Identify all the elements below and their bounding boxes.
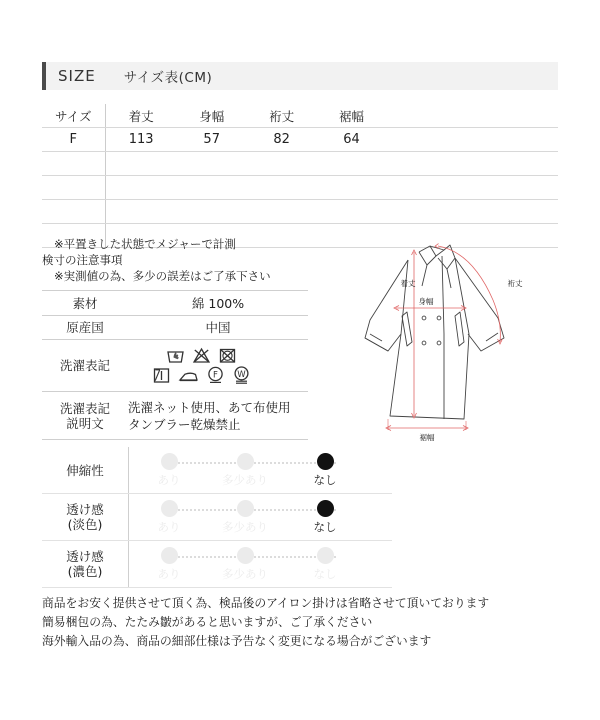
spec-label-care: 洗濯表記: [59, 358, 110, 373]
column-header-size: サイズ: [42, 104, 105, 128]
rating-option-label: あり: [157, 566, 181, 581]
rating-option-tashou-ari[interactable]: [215, 453, 275, 488]
table-row-empty: [42, 176, 558, 200]
table-row-empty: [42, 152, 558, 176]
size-table: [42, 104, 558, 248]
care-note-label-line-2: 説明文: [66, 415, 104, 431]
diagram-label-hem: 裾幅: [419, 433, 435, 442]
rating-option-tashou-ari[interactable]: [215, 500, 275, 535]
column-header-width: 身幅: [177, 104, 247, 128]
rating-option-label: 多少あり: [222, 566, 268, 581]
measuring-note-line-2: 検寸の注意事項: [42, 253, 123, 267]
table-header-row: [42, 104, 558, 128]
rating-dot: [237, 500, 254, 517]
rating-option-ari[interactable]: [139, 453, 199, 488]
rating-row-stretch: [42, 447, 392, 494]
rating-option-label: あり: [157, 472, 181, 487]
spec-value-origin: 中国: [205, 320, 231, 335]
rating-dot-selected: [317, 453, 334, 470]
disclaimer: [42, 594, 562, 651]
header-accent-bar: [42, 62, 46, 90]
garment-diagram: [352, 238, 560, 443]
care-note-label-line-1: 洗濯表記: [59, 400, 110, 416]
rating-label-line-2: (淡色): [67, 517, 103, 532]
rating-label-sheerness-light: [42, 494, 129, 540]
rating-option-ari[interactable]: [139, 547, 199, 582]
rating-option-label: なし: [313, 519, 337, 534]
rating-option-label: 多少あり: [222, 519, 268, 534]
diagram-label-width: 身幅: [418, 297, 434, 306]
table-row-empty: [42, 200, 558, 224]
svg-text:F: F: [212, 370, 218, 381]
measuring-notes: [42, 236, 308, 291]
rating-label-stretch: [42, 447, 129, 493]
rating-option-nashi[interactable]: [295, 500, 355, 535]
svg-text:W: W: [236, 369, 246, 380]
table-row: [42, 128, 558, 152]
cell-sleeve: 82: [247, 128, 317, 152]
rating-option-label: なし: [313, 472, 337, 487]
rating-option-ari[interactable]: [139, 500, 199, 535]
rating-row-sheerness-light: [42, 494, 392, 541]
no-tumble-dry-icon: [218, 347, 237, 364]
hand-wash-tub-icon: [166, 347, 185, 364]
size-badge: SIZE: [58, 67, 96, 85]
rating-option-nashi[interactable]: [295, 453, 355, 488]
rating-dot-selected: [317, 500, 334, 517]
rating-dot: [317, 547, 334, 564]
rating-option-label: あり: [157, 519, 181, 534]
spec-label-care-note: [42, 401, 128, 431]
rating-label-sheerness-dark: [42, 541, 129, 587]
rating-option-label: 多少あり: [222, 472, 268, 487]
care-symbol-group: [128, 347, 308, 384]
rating-dot: [161, 547, 178, 564]
rating-option-nashi[interactable]: [295, 547, 355, 582]
rating-dot: [237, 453, 254, 470]
spec-label-origin: 原産国: [66, 320, 104, 335]
care-note-line-1: 洗濯ネット使用、あて布使用: [128, 399, 291, 415]
size-header: [42, 62, 558, 90]
cell-hem: 64: [317, 128, 387, 152]
column-header-spacer: [386, 104, 558, 128]
rating-label-line-2: (濃色): [67, 564, 103, 579]
cell-spacer: [386, 128, 558, 152]
care-symbol-row-2: [152, 366, 251, 384]
line-dry-in-shade-icon: [152, 367, 171, 384]
spec-value-care-note: [128, 399, 308, 433]
disclaimer-line-1: 商品をお安く提供させて頂く為、検品後のアイロン掛けは省略させて頂いております: [42, 596, 490, 610]
rating-scale-sheerness-light: [147, 494, 392, 541]
cell-width: 57: [177, 128, 247, 152]
diagram-label-sleeve: 裄丈: [507, 279, 523, 288]
diagram-label-length: 着丈: [400, 279, 416, 288]
rating-option-tashou-ari[interactable]: [215, 547, 275, 582]
rating-scale-sheerness-dark: [147, 541, 392, 588]
rating-label-line-1: 透け感: [66, 502, 104, 517]
rating-scale-stretch: [147, 447, 392, 494]
cell-length: 113: [105, 128, 177, 152]
care-symbol-row-1: [166, 347, 237, 364]
spec-row-material: [42, 292, 308, 316]
wet-clean-w-icon: [232, 366, 251, 384]
care-note-line-2: タンブラー乾燥禁止: [128, 416, 241, 432]
rating-option-label: なし: [313, 566, 337, 581]
disclaimer-line-2: 簡易梱包の為、たたみ皺があると思いますが、ご了承ください: [42, 615, 373, 629]
dryclean-f-icon: [206, 366, 225, 384]
rating-row-sheerness-dark: [42, 541, 392, 588]
column-header-length: 着丈: [105, 104, 177, 128]
cell-size: F: [42, 128, 105, 152]
iron-icon: [178, 367, 199, 384]
measuring-note-line-3: ※実測値の為、多少の誤差はご了承下さい: [54, 269, 271, 283]
rating-dot: [161, 500, 178, 517]
page-title: サイズ表(CM): [123, 70, 213, 86]
rating-label-line-1: 透け感: [66, 549, 104, 564]
spec-label-material: 素材: [72, 296, 98, 311]
rating-dot: [237, 547, 254, 564]
spec-row-origin: [42, 316, 308, 340]
spec-row-care-note: [42, 392, 308, 440]
no-bleach-triangle-icon: [192, 347, 211, 364]
spec-row-care-symbols: [42, 340, 308, 392]
disclaimer-line-3: 海外輸入品の為、商品の細部仕様は予告なく変更になる場合がございます: [42, 634, 432, 648]
column-header-hem: 裾幅: [317, 104, 387, 128]
spec-value-material: 綿 100%: [191, 296, 245, 311]
measuring-note-line-1: ※平置きした状態でメジャーで計測: [54, 237, 236, 251]
column-header-sleeve: 裄丈: [247, 104, 317, 128]
rating-label-line-1: 伸縮性: [66, 462, 104, 478]
rating-dot: [161, 453, 178, 470]
